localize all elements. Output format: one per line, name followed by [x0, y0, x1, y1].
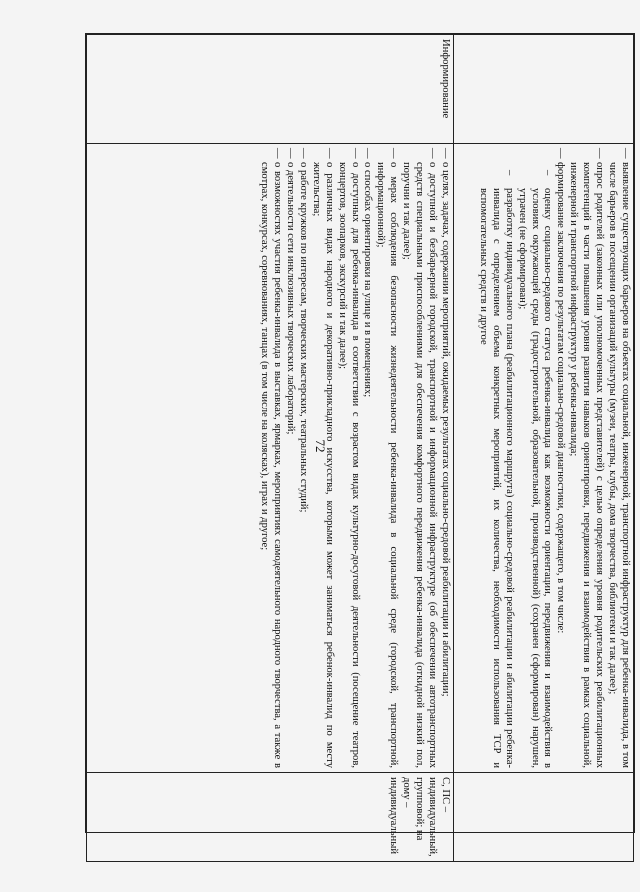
note-cell: С, ПС – индивидуальный, групповой; на дому – индивидуальный	[87, 773, 454, 862]
category-cell	[454, 35, 634, 144]
list-item: — о возможностях участия ребенка-инвалида в выставках, ярмарках, мероприятиях самодеятельного народного творчества, а также в смотрах, конкурсах, соревнованиях, танцах (в том числе на колясках), играх и другое;	[259, 148, 284, 768]
list-item: — о целях, задачах, содержании мероприятий, ожидаемых результатах социально-средовой реабилитации и абилитации;	[440, 148, 451, 697]
list-item: — выявление существующих барьеров на объектах социальной, инженерной, транспортной инфраструктур для ребенка-инвалида, в том числе барьеров в посещении организаций культуры (музеи, театры, клубы, дома творчества, библиотеки и так далее);	[607, 148, 631, 768]
note-cell	[454, 773, 634, 862]
category-cell: Информирование	[87, 35, 454, 144]
table-row	[87, 35, 454, 862]
list-item: — формирование заключения по результатам социально-средовой диагностики, содержащего, в том числе:	[555, 148, 567, 634]
sub-list-item: – разработку индивидуального плана (реабилитационного маршрута) социально-средовой реабилитации и абилитации ребенка-инвалида с определением объема конкретных мероприятий, их количества, необходимости использования ТСР и вспомогательных средств и другое	[477, 170, 515, 768]
list-item: — опрос родителей (законных или уполномоченных представителей) с целью определения уровня родительских реабилитационных компетенций в части повышения уровня развития навыков ориентировки, передвижения и взаимодействия в рамках социальной, инженерной и транспортной инфраструктур у ребенка-инвалида;	[568, 148, 606, 768]
list-item: — о доступной и безбарьерной городской, транспортной и информационной инфраструктуре (об обеспечении автотранспортных средств специальными приспособлениями для обеспечения комфортного передвижения ребенка-инвалида (откидной низкий пол, поручни и так далее);	[401, 148, 439, 768]
rotated-table-area	[85, 33, 635, 857]
list-item: — о работе кружков по интересам, творческих мастерских, театральных студий;	[297, 148, 309, 513]
content-cell	[454, 144, 634, 773]
list-item: — о мерах соблюдения безопасности жизнедеятельности ребенка-инвалида в социальной среде (городской, транспортной, информационной);	[375, 148, 400, 768]
list-item: — о различных видах народного и декоративно-прикладного искусства, которыми может заниматься ребенок-инвалид по месту жительства;	[310, 148, 335, 768]
table-wrapper	[85, 33, 635, 857]
list-item: — о способах ориентировки на улице и в помещениях;	[362, 148, 374, 398]
table-row	[454, 35, 634, 862]
list-item: — о деятельности сети инклюзивных творческих лабораторий;	[284, 148, 296, 435]
list-item: — о доступных для ребенка-инвалида в соответствии с возрастом видах культурно-досуговой деятельности (посещение театров, концертов, зоопарков, экскурсий и так далее);	[336, 148, 361, 768]
content-cell	[87, 144, 454, 773]
page-number: 72	[313, 439, 328, 453]
rehabilitation-table	[86, 34, 634, 862]
sub-list-item: – оценку социально-средового статуса ребенка-инвалида как возможности ориентации, передвижения и взаимодействия в условиях окружающей среды (градостроительной, образовательной, производственной) (сохранен (сформирован) нарушен, утрачен (не сформирован);	[516, 170, 554, 768]
